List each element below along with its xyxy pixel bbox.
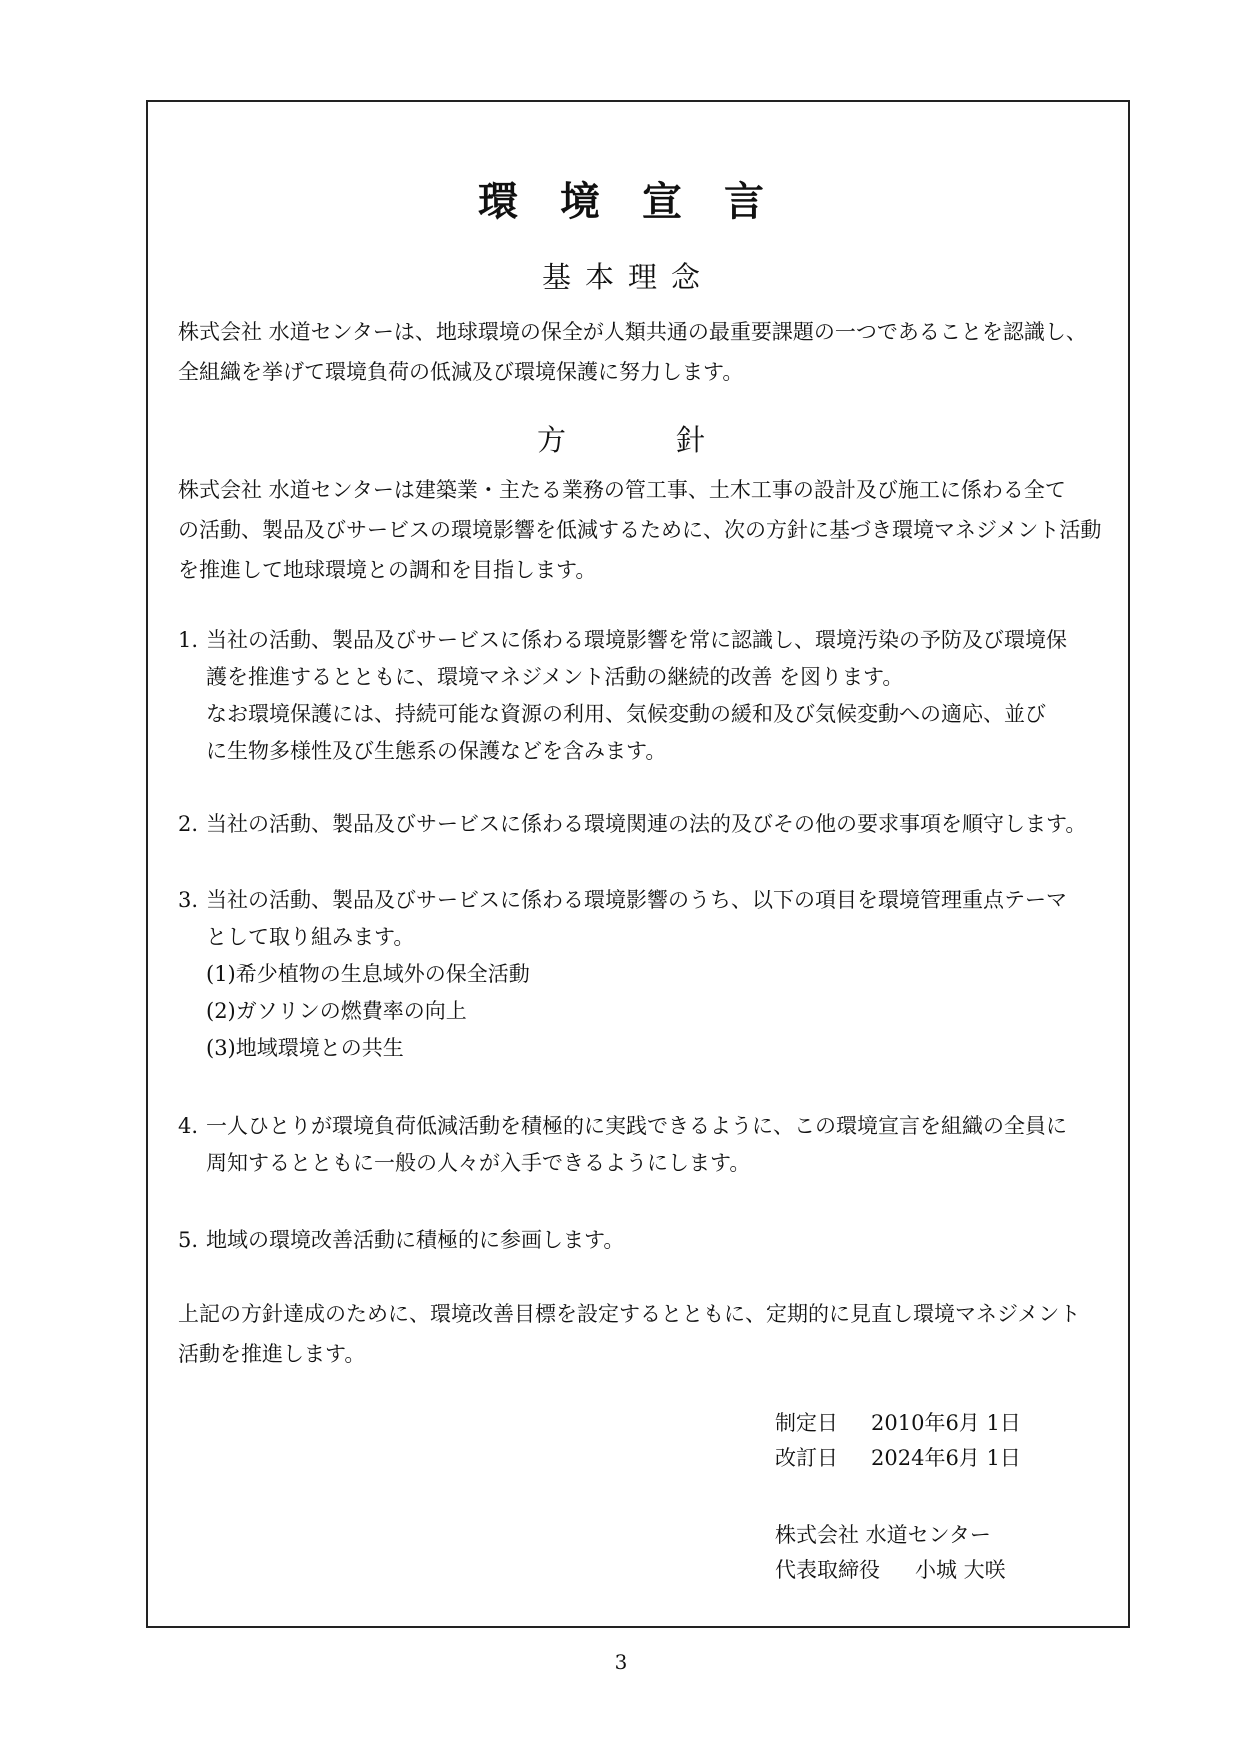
closing-text (178, 1294, 1113, 1374)
policy-item-1 (178, 622, 1113, 770)
policy-heading (0, 418, 1242, 459)
policy-item-3 (178, 882, 1113, 1067)
basic-philosophy-text (178, 312, 1113, 392)
dates-block (775, 1406, 1021, 1476)
established-label: 制定日 (775, 1411, 838, 1435)
policy-heading-left: 方 (536, 423, 566, 457)
item-number: 4. (178, 1114, 199, 1138)
item-line: 一人ひとりが環境負荷低減活動を積極的に実践できるように、この環境宣言を組織の全員に (206, 1114, 1067, 1138)
policy-item-5 (178, 1222, 1113, 1259)
item-line: 当社の活動、製品及びサービスに係わる環境関連の法的及びその他の要求事項を順守します。 (206, 812, 1087, 836)
policy-intro (178, 470, 1113, 590)
item-line: 当社の活動、製品及びサービスに係わる環境影響のうち、以下の項目を環境管理重点テーマ (206, 888, 1067, 912)
item-number: 5. (178, 1228, 199, 1252)
item-number: 2. (178, 812, 199, 836)
theme-item: (1)希少植物の生息域外の保全活動 (206, 962, 530, 986)
item-number: 3. (178, 888, 199, 912)
revised-date: 2024年6月 1日 (871, 1446, 1021, 1470)
item-line: 地域の環境改善活動に積極的に参画します。 (206, 1228, 625, 1252)
policy-item-2 (178, 806, 1113, 843)
company-name: 株式会社 水道センター (775, 1523, 991, 1547)
item-line: なお環境保護には、持続可能な資源の利用、気候変動の緩和及び気候変動への適応、並び (206, 702, 1046, 726)
document-title: 環境宣言 (478, 178, 806, 225)
basic-philosophy-heading: 基本理念 (541, 260, 714, 294)
item-line: 周知するとともに一般の人々が入手できるようにします。 (206, 1151, 751, 1175)
established-date: 2010年6月 1日 (871, 1411, 1021, 1435)
closing-line: 活動を推進します。 (178, 1342, 366, 1366)
representative-name: 小城 大咲 (915, 1558, 1006, 1582)
closing-line: 上記の方針達成のために、環境改善目標を設定するとともに、定期的に見直し環境マネジメント (178, 1302, 1081, 1326)
theme-item: (2)ガソリンの燃費率の向上 (206, 999, 467, 1023)
revised-label: 改訂日 (775, 1446, 838, 1470)
policy-intro-line: 株式会社 水道センターは建築業・主たる業務の管工事、土木工事の設計及び施工に係わる全て (178, 478, 1066, 502)
representative-title: 代表取締役 (775, 1558, 880, 1582)
theme-item: (3)地域環境との共生 (206, 1036, 404, 1060)
item-line: に生物多様性及び生態系の保護などを含みます。 (206, 739, 667, 763)
policy-item-4 (178, 1108, 1113, 1182)
page-number: 3 (614, 1650, 628, 1674)
basic-philosophy-line: 株式会社 水道センターは、地球環境の保全が人類共通の最重要課題の一つであることを認識し、 (178, 320, 1087, 344)
signature-block (775, 1518, 1006, 1588)
item-line: として取り組みます。 (206, 925, 415, 949)
policy-heading-right: 針 (676, 423, 706, 457)
item-line: 護を推進するとともに、環境マネジメント活動の継続的改善 を図ります。 (206, 665, 904, 689)
policy-intro-line: の活動、製品及びサービスの環境影響を低減するために、次の方針に基づき環境マネジメント活動 (178, 518, 1102, 542)
item-number: 1. (178, 628, 199, 652)
item-line: 当社の活動、製品及びサービスに係わる環境影響を常に認識し、環境汚染の予防及び環境保 (206, 628, 1067, 652)
basic-philosophy-line: 全組織を挙げて環境負荷の低減及び環境保護に努力します。 (178, 360, 744, 384)
policy-intro-line: を推進して地球環境との調和を目指します。 (178, 558, 597, 582)
